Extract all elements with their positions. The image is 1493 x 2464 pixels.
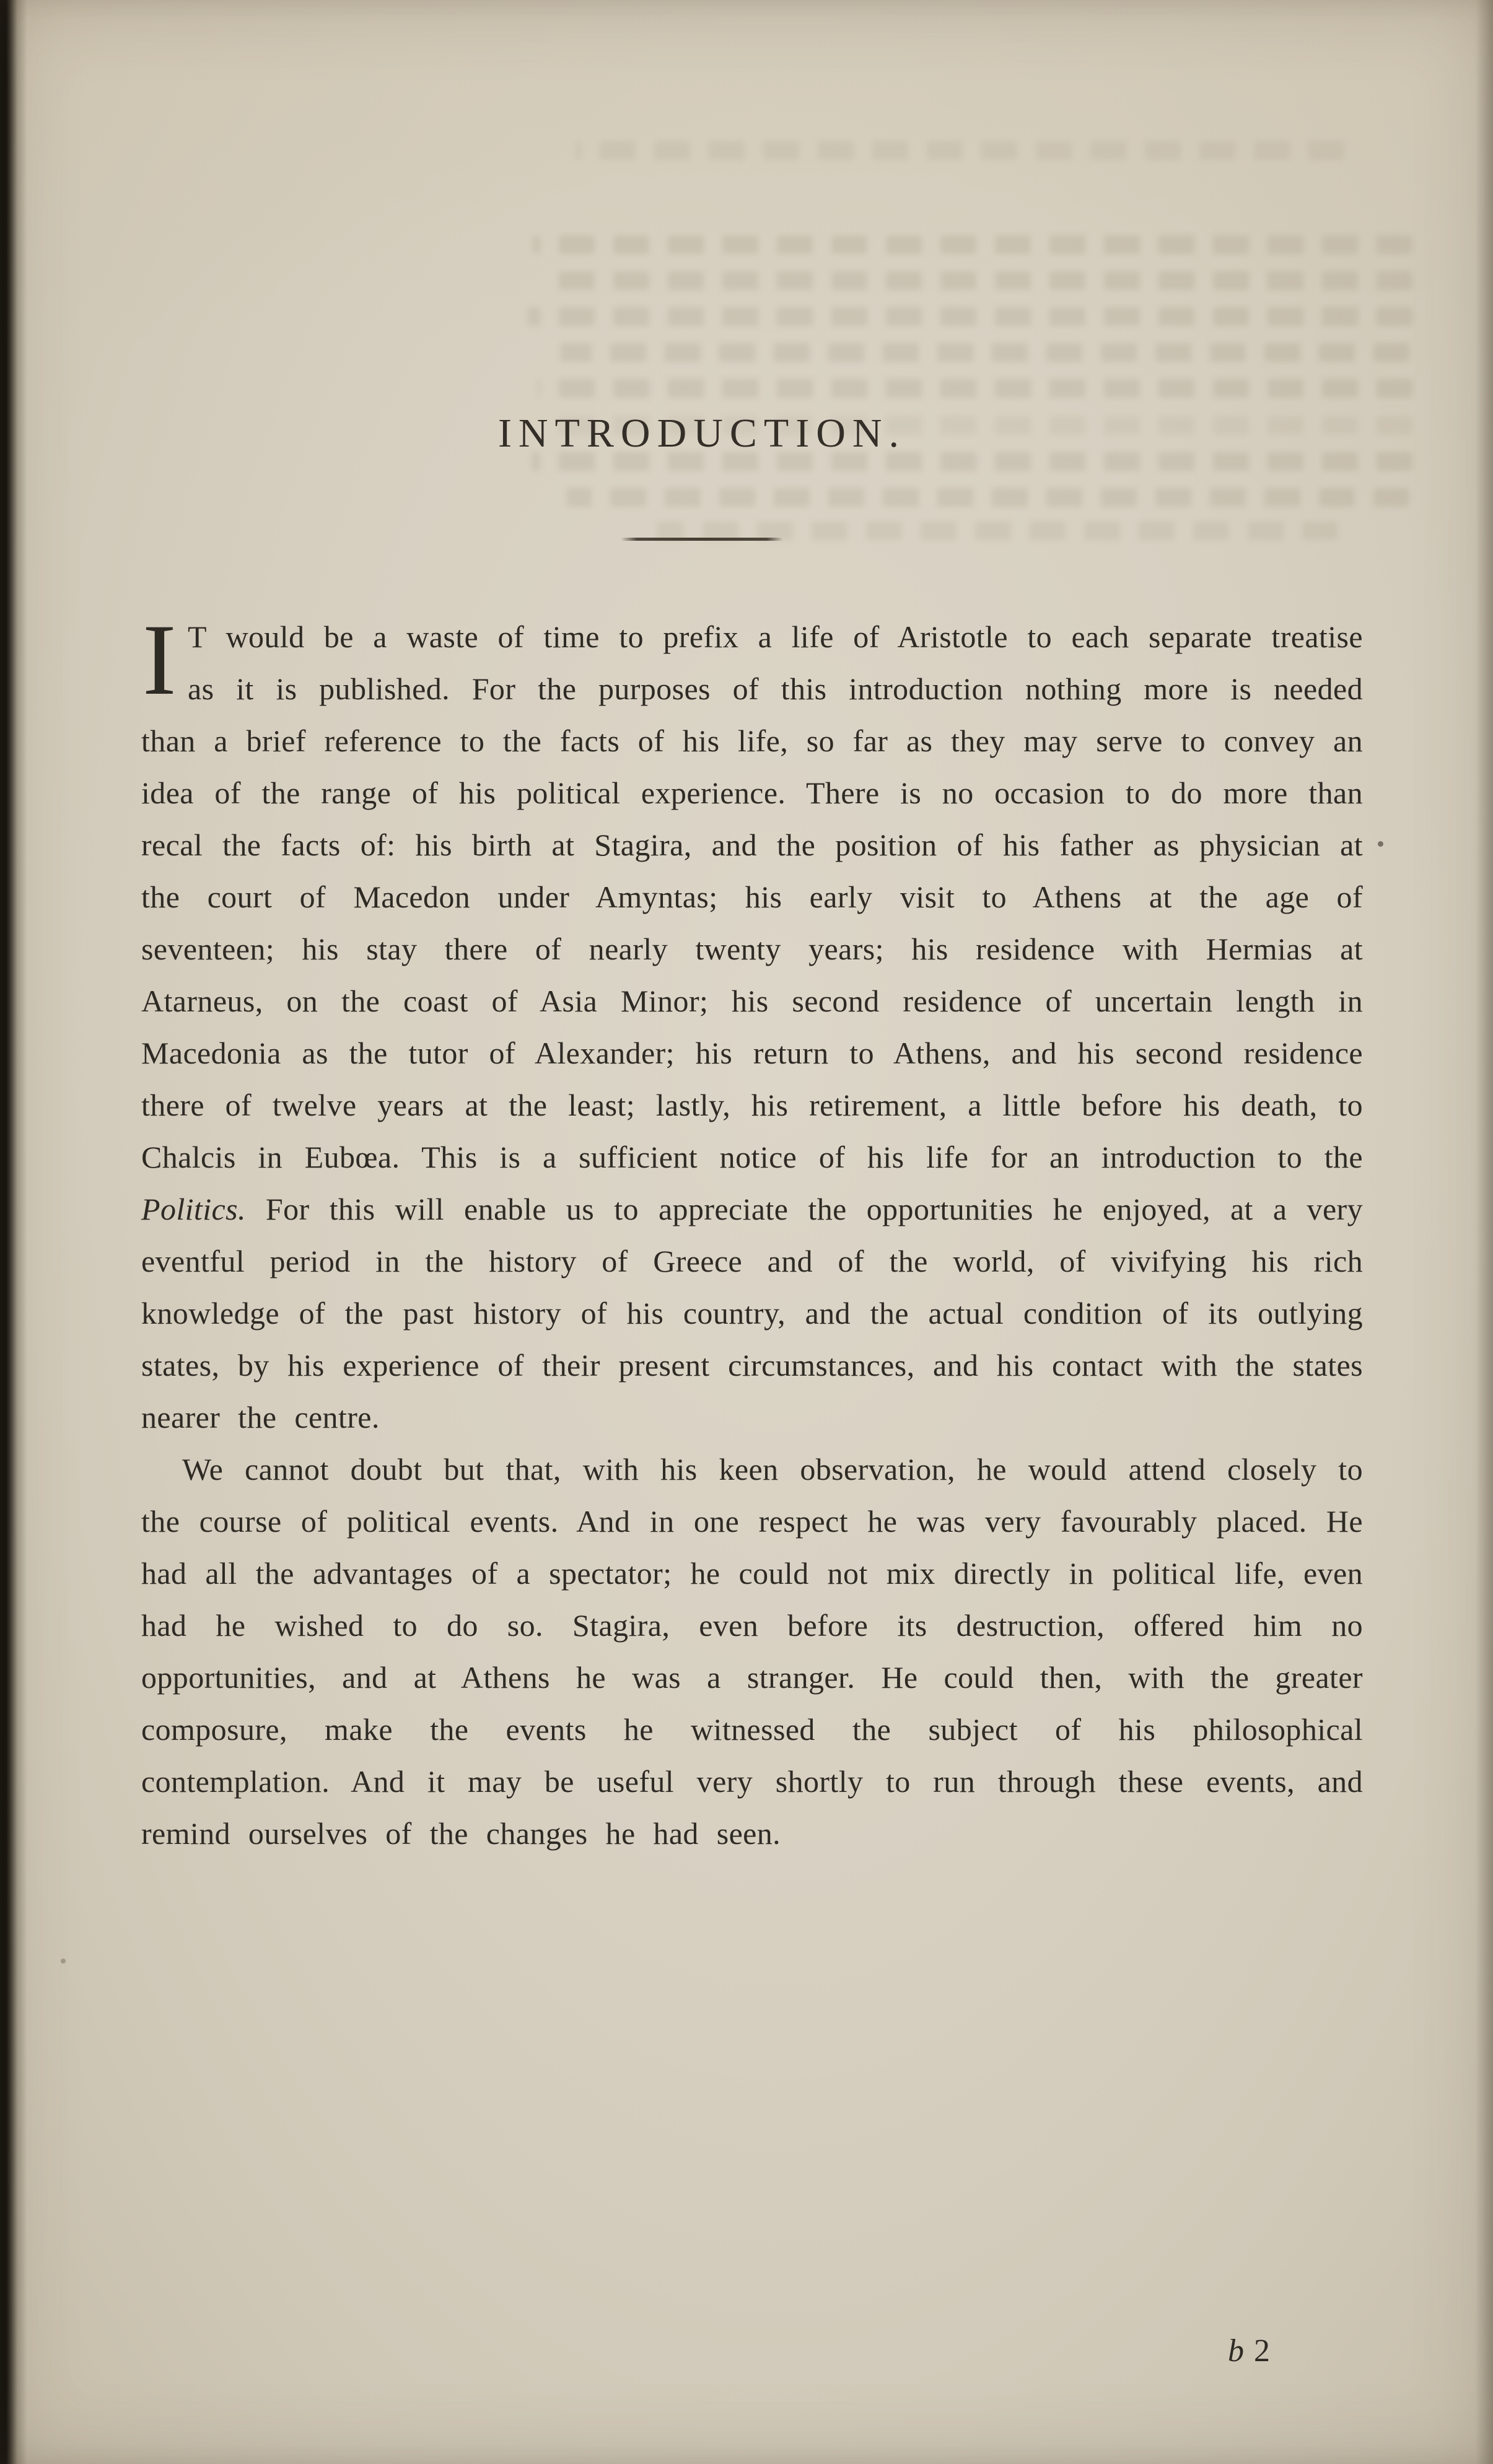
body-text — [141, 604, 1363, 1859]
showthrough-ghost-text — [576, 141, 1344, 160]
paragraph-1-text: T would be a waste of time to prefix a life of Aristotle to each separate treatise as it is published. For the purposes of this introduction nothing more is needed than a brief reference to the facts of his life, so far as they may serve to convey an idea of the range of his political experience. There is no occasion to do more than recal the facts of: his birth at Stagira, and the position of his father as physician at the court of Macedon under Amyntas; his early visit to Athens at the age of seventeen; his stay there of nearly twenty years; his residence with Hermias at Atarneus, on the coast of Asia Minor; his second residence of uncertain length in Macedonia as the tutor of Alexander; his return to Athens, and his second residence there of twelve years at the least; lastly, his retirement, a little before his death, to Chalcis in Eubœa. This is a sufficient notice of his life for an introduction to the Politics. For this will enable us to appreciate the opportunities he enjoyed, at a very eventful period in the history of Greece and of the world, of vivifying his rich knowledge of the past history of his country, and the actual condition of its outlying states, by his experience of their present circumstances, and his contact with the states nearer the centre. — [141, 619, 1363, 1435]
scan-right-edge — [1476, 0, 1493, 2464]
showthrough-ghost-text — [533, 235, 1412, 254]
paragraph-2: We cannot doubt but that, with his keen observation, he would attend closely to the course of political events. And in one respect he was very favourably placed. He had all the advantages of a spectator; he could not mix directly in political life, even had he wished to do so. Stagira, even before its destruction, offered him no opportunities, and at Athens he was a stranger. He could then, with the greater composure, make the events he witnessed the subject of his philosophical contemplation. And it may be useful very shortly to run through these events, and remind ourselves of the changes he had seen. — [141, 1452, 1363, 1851]
title-divider — [621, 538, 783, 541]
showthrough-ghost-text — [528, 307, 1412, 326]
drop-cap: I — [142, 604, 177, 716]
signature-letter: b — [1228, 2333, 1244, 2369]
scan-left-edge — [0, 0, 27, 2464]
paragraph-1 — [141, 604, 1363, 1443]
signature-mark — [1228, 2333, 1270, 2369]
showthrough-ghost-text — [561, 343, 1409, 362]
page-title: INTRODUCTION. — [497, 411, 906, 456]
showthrough-ghost-text — [567, 488, 1409, 507]
paper-speck — [61, 1959, 66, 1964]
showthrough-ghost-text — [538, 379, 1412, 398]
paper-speck — [1378, 841, 1383, 847]
showthrough-ghost-text — [554, 271, 1412, 290]
signature-number: 2 — [1254, 2333, 1270, 2369]
